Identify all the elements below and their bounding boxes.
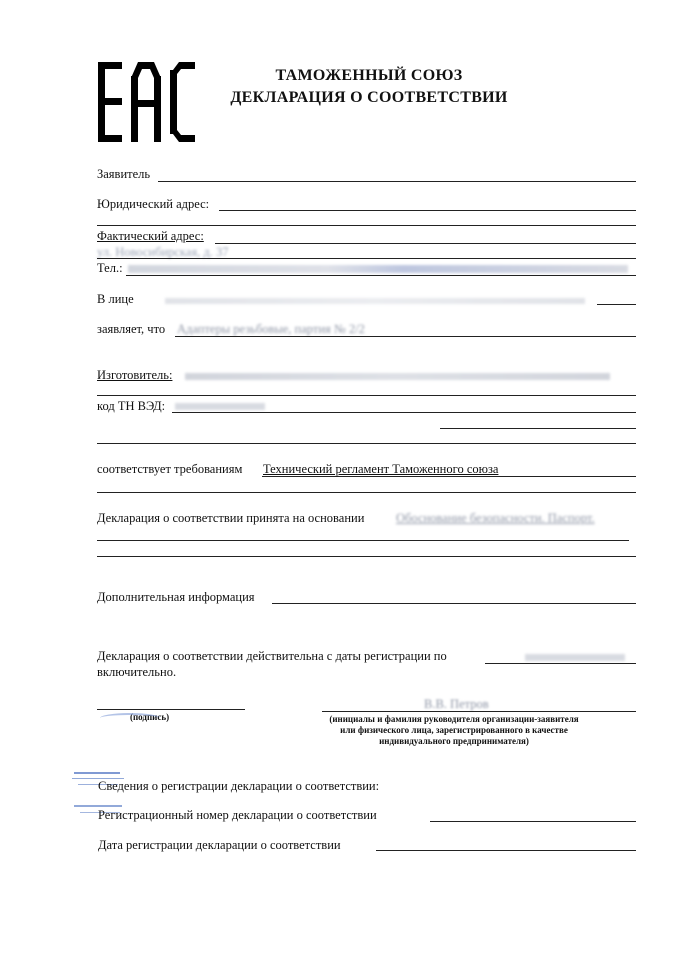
basis-line-3[interactable] bbox=[97, 556, 636, 557]
actual-address-line[interactable] bbox=[215, 243, 636, 244]
signer-name: В.В. Петров bbox=[424, 697, 489, 711]
additional-line[interactable] bbox=[272, 603, 636, 604]
complies-line-2[interactable] bbox=[97, 492, 636, 493]
applicant-line[interactable] bbox=[158, 181, 636, 182]
legal-address-line[interactable] bbox=[219, 210, 636, 211]
represented-by-label: В лице bbox=[97, 292, 134, 306]
tn-ved-value-blurred bbox=[175, 403, 265, 410]
signature-caption: (подпись) bbox=[130, 712, 170, 722]
declares-line[interactable] bbox=[175, 336, 636, 337]
validity-label: Декларация о соответствии действительна с даты регистрации по bbox=[97, 649, 447, 663]
signer-line[interactable] bbox=[322, 711, 636, 712]
additional-label: Дополнительная информация bbox=[97, 590, 255, 604]
actual-address-line-2[interactable] bbox=[97, 258, 636, 259]
legal-address-line-2[interactable] bbox=[97, 225, 636, 226]
manufacturer-label: Изготовитель: bbox=[97, 368, 173, 382]
eac-logo bbox=[95, 60, 197, 144]
applicant-label: Заявитель bbox=[97, 167, 151, 181]
header-union: ТАМОЖЕННЫЙ СОЮЗ bbox=[275, 67, 463, 84]
legal-address-label: Юридический адрес: bbox=[97, 197, 210, 211]
complies-line[interactable] bbox=[262, 476, 636, 477]
signature-line[interactable] bbox=[97, 709, 245, 710]
basis-value: Обоснование безопасности. Паспорт. bbox=[396, 511, 595, 525]
registration-date-line[interactable] bbox=[376, 850, 636, 851]
represented-by-line[interactable] bbox=[597, 304, 636, 305]
declares-value: Адаптеры резьбовые, партия № 2/2 bbox=[177, 322, 365, 336]
extra-line-1[interactable] bbox=[440, 428, 636, 429]
actual-address-tail: ул. Новосибирская, д. 37 bbox=[97, 245, 229, 259]
stamp-arc-icon bbox=[100, 713, 160, 723]
registration-date-label: Дата регистрации декларации о соответствии bbox=[98, 838, 341, 852]
registration-info-label: Сведения о регистрации декларации о соответствии: bbox=[98, 779, 380, 793]
basis-line-2[interactable] bbox=[97, 540, 629, 541]
registration-number-line[interactable] bbox=[430, 821, 636, 822]
declares-label: заявляет, что bbox=[97, 322, 166, 336]
actual-address-label: Фактический адрес: bbox=[97, 229, 204, 243]
complies-label: соответствует требованиям bbox=[97, 462, 243, 476]
manufacturer-value-blurred bbox=[185, 373, 610, 380]
registration-number-label: Регистрационный номер декларации о соответствии bbox=[98, 808, 377, 822]
manufacturer-line-2[interactable] bbox=[97, 395, 636, 396]
basis-label: Декларация о соответствии принята на основании bbox=[97, 511, 365, 525]
validity-date-blurred bbox=[525, 654, 625, 661]
phone-line[interactable] bbox=[126, 275, 636, 276]
tn-ved-line[interactable] bbox=[172, 412, 636, 413]
validity-line[interactable] bbox=[485, 663, 636, 664]
phone-value-blurred bbox=[128, 265, 628, 273]
signer-caption-3: индивидуального предпринимателя) bbox=[379, 736, 529, 746]
signer-caption-2: или физического лица, зарегистрированного в качестве bbox=[340, 725, 568, 735]
complies-value: Технический регламент Таможенного союза bbox=[263, 462, 499, 476]
header-declaration: ДЕКЛАРАЦИЯ О СООТВЕТСТВИИ bbox=[230, 89, 508, 106]
tn-ved-label: код ТН ВЭД: bbox=[97, 399, 166, 413]
validity-tail: включительно. bbox=[97, 665, 177, 679]
represented-by-value-blurred bbox=[165, 298, 585, 304]
signer-caption-1: (инициалы и фамилия руководителя организации-заявителя bbox=[329, 714, 579, 724]
extra-line-2[interactable] bbox=[97, 443, 636, 444]
phone-label: Тел.: bbox=[97, 261, 123, 275]
